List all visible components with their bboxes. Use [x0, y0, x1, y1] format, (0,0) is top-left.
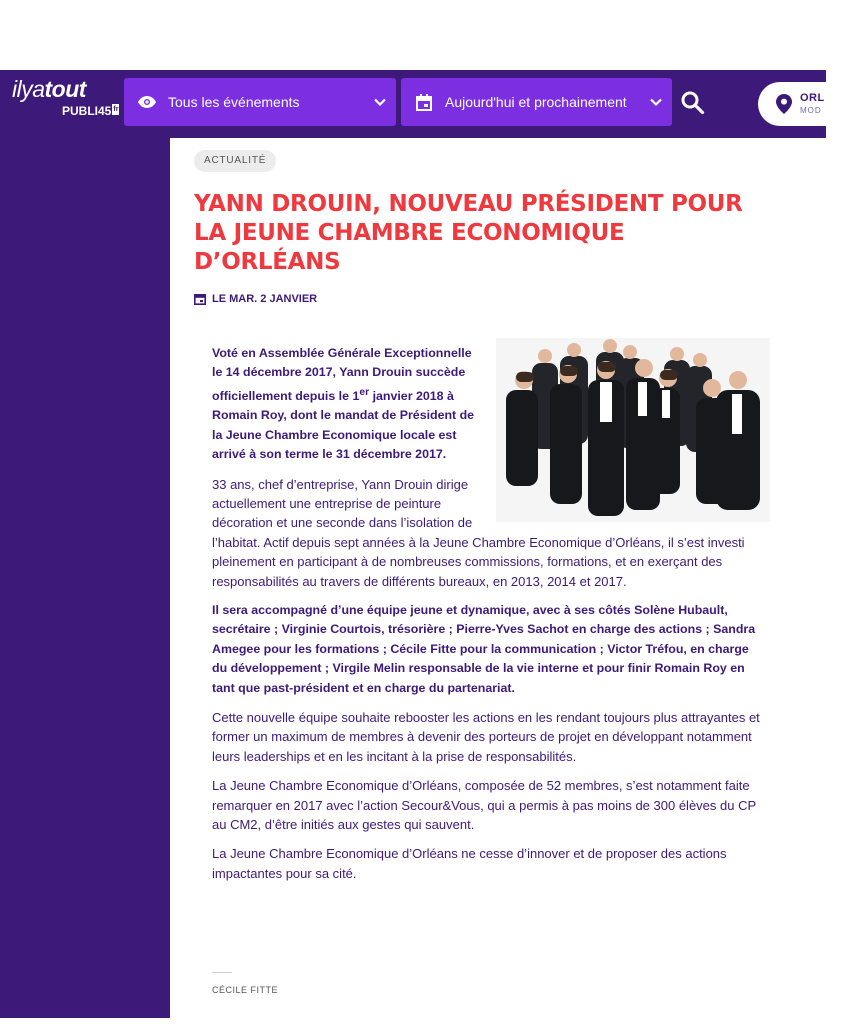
- logo-subtitle: PUBLI45 fr: [62, 104, 119, 118]
- date-text: LE MAR. 2 JANVIER: [212, 293, 318, 305]
- category-tag[interactable]: ACTUALITÉ: [194, 150, 276, 172]
- article-paragraph: La Jeune Chambre Economique d’Orléans ne cesse d’innover et de proposer des actions impactantes pour sa cité.: [212, 846, 727, 881]
- page-bottom-edge: [0, 1018, 846, 1024]
- article-paragraph: Cette nouvelle équipe souhaite rebooster les actions en les rendant toujours plus attrayantes et former un maximum de membres à devenir des porteurs de projet en développant notamment leurs leaderships et en les incitant à la prise de responsabilités.: [212, 710, 760, 764]
- article-author: CÉCILE FITTE: [212, 985, 279, 995]
- map-pin-icon: [776, 94, 792, 114]
- date-filter-label: Aujourd'hui et prochainement: [445, 94, 627, 110]
- eye-icon: [137, 92, 157, 112]
- article-paragraph: 33 ans, chef d’entreprise, Yann Drouin dirige actuellement une entreprise de peinture décoration et une seconde dans l’isolation de l’habitat. Actif depuis sept années à la Jeune Chambre Economique d’Orléans, il s’est investi pleinement en participant à de nombreuses commissions, formations, et en exerçant des responsabilités au travers de différents bureaux, en 2013, 2014 et 2017.: [212, 476, 745, 589]
- article-paragraph-bold: Il sera accompagné d’une équipe jeune et dynamique, avec à ses côtés Solène Hubault, secrétaire ; Virginie Courtois, trésorière ; Pierre-Yves Sachot en charge des actions ; Sandra Amegee pour les formations ; Cécile Fitte pour la communication ; Victor Tréfou, en charge du développement ; Virgile Melin responsable de la vie interne et pour finir Romain Roy en tant que past-président et en charge du partenariat.: [212, 603, 756, 695]
- events-filter-dropdown[interactable]: [124, 78, 396, 126]
- article-intro: Voté en Assemblée Générale Exceptionnelle le 14 décembre 2017, Yann Drouin succède officiellement depuis le 1er janvier 2018 à Romain Roy, dont le mandat de Président de la Jeune Chambre Economique locale est arrivé à son terme le 31 décembre 2017.: [212, 346, 475, 462]
- search-button[interactable]: [680, 90, 706, 116]
- city-name: ORL: [800, 92, 825, 104]
- site-logo[interactable]: [12, 76, 120, 132]
- article-date: [194, 293, 317, 305]
- article-paragraph: La Jeune Chambre Economique d’Orléans, composée de 52 membres, s’est notamment faite remarquer en 2017 avec l’action Secour&Vous, qui a permis à pas moins de 300 élèves du CP au CM2, d’être initiés aux gestes qui sauvent.: [212, 778, 756, 833]
- city-modify-label[interactable]: MOD: [800, 106, 822, 115]
- top-navigation-bar: [0, 70, 826, 138]
- chevron-down-icon: [648, 94, 664, 110]
- author-divider: [212, 972, 232, 973]
- team-photo: [496, 338, 770, 522]
- calendar-icon: [194, 293, 206, 305]
- city-selector[interactable]: [758, 82, 846, 126]
- search-icon: [680, 90, 706, 116]
- calendar-icon: [414, 92, 434, 112]
- article-title: YANN DROUIN, NOUVEAU PRÉSIDENT POUR LA JEUNE CHAMBRE ECONOMIQUE D’ORLÉANS: [194, 191, 743, 275]
- date-filter-dropdown[interactable]: [401, 78, 672, 126]
- events-filter-label: Tous les événements: [168, 94, 300, 110]
- left-sidebar: [0, 138, 170, 1018]
- logo-wordmark: ilyatout: [12, 76, 86, 102]
- article-body: [212, 344, 760, 893]
- chevron-down-icon: [372, 94, 388, 110]
